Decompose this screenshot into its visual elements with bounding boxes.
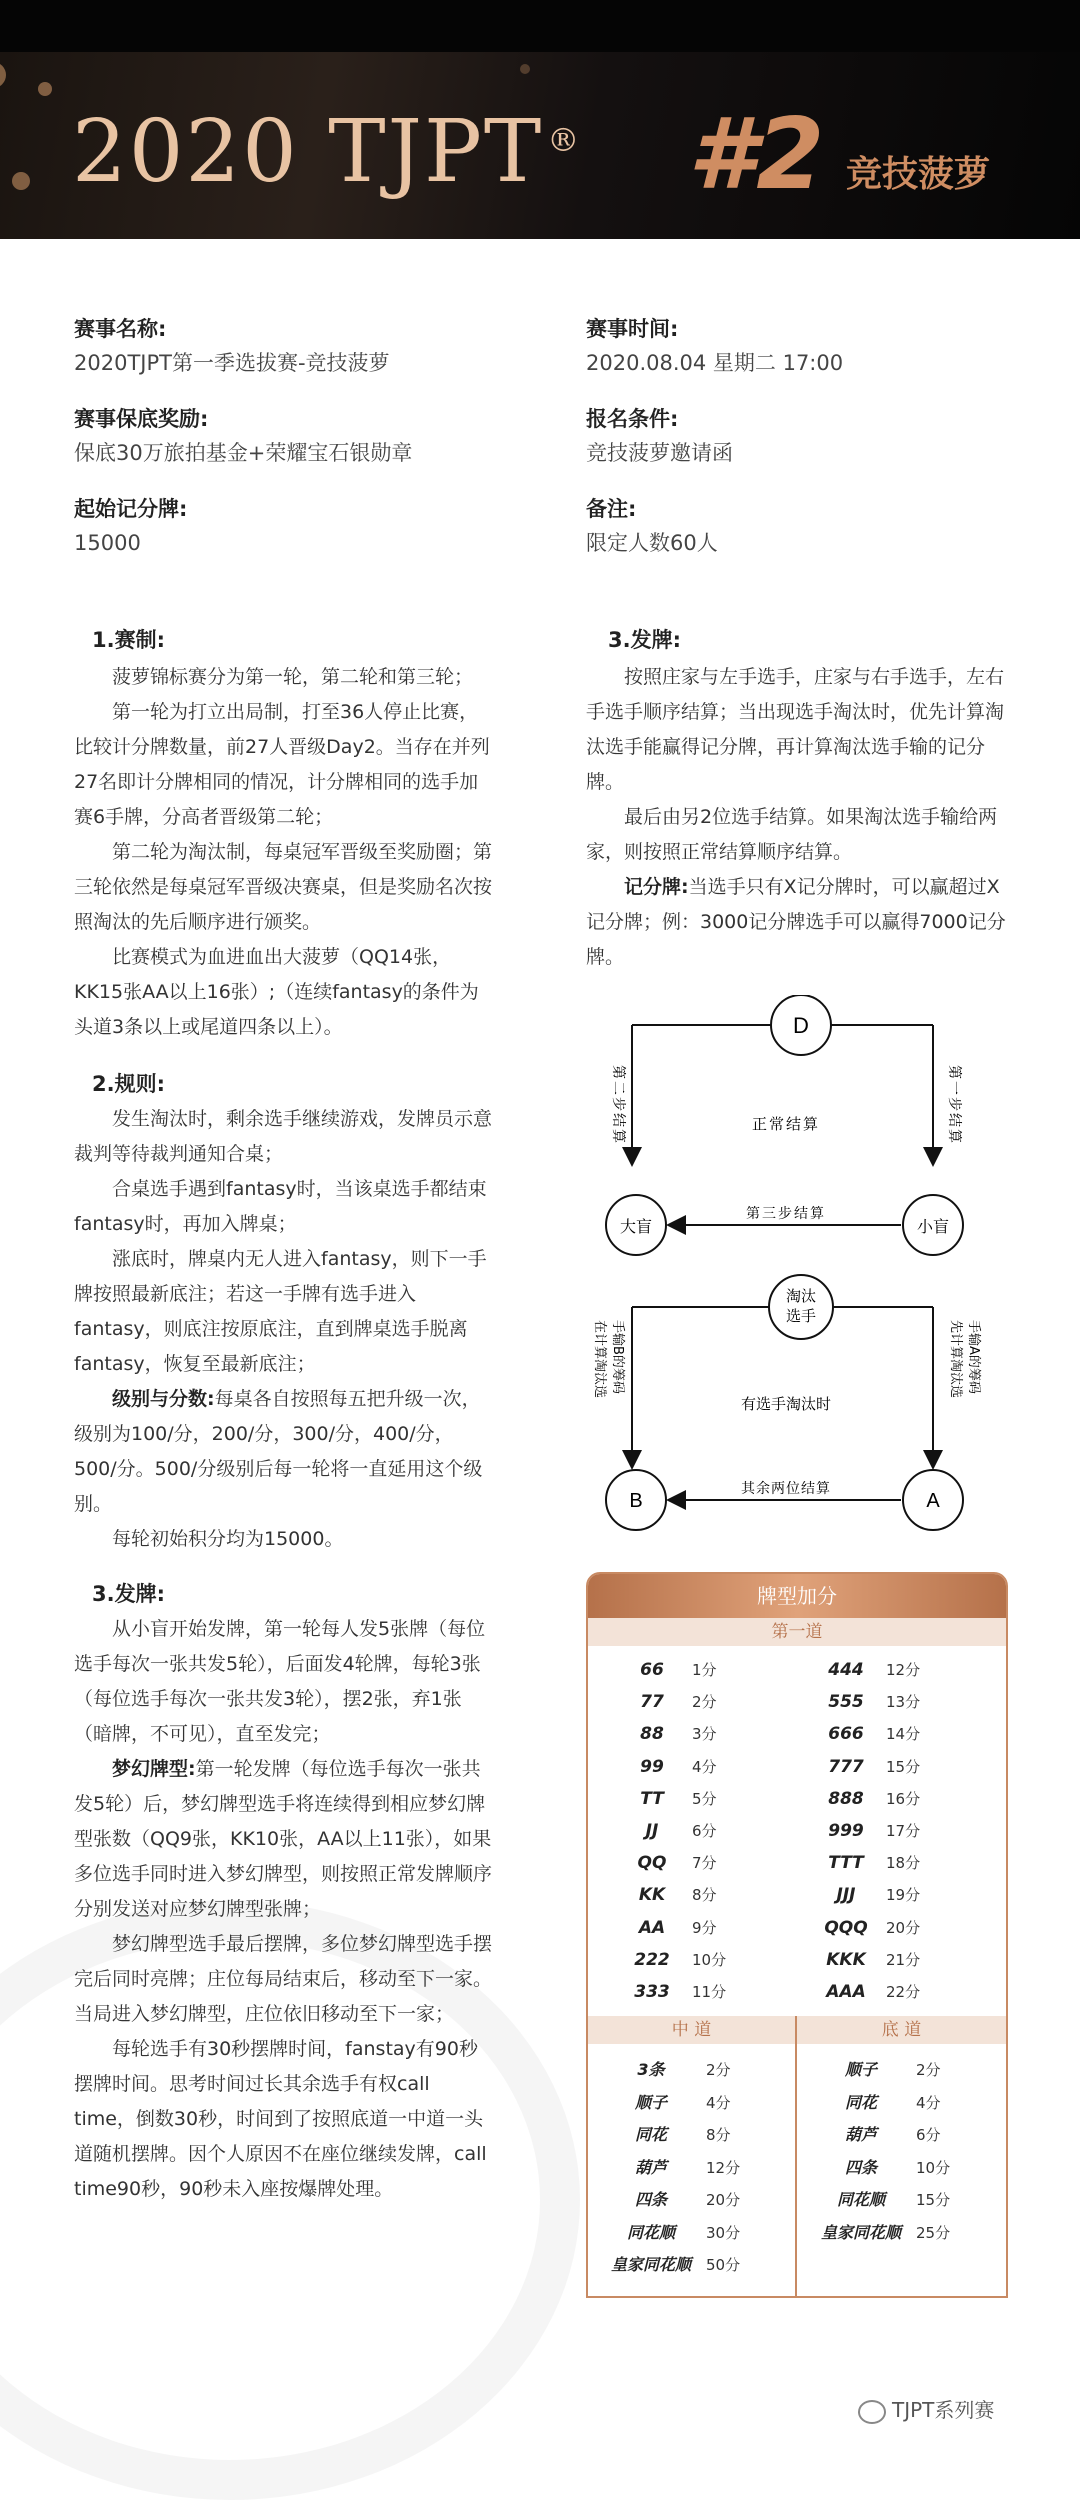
- hand-points: 20分: [706, 2191, 741, 2209]
- hand-name: 皇家同花顺: [820, 2222, 901, 2242]
- hand-points: 7分: [692, 1854, 717, 1873]
- hand-name: 同花顺: [836, 2190, 885, 2209]
- middle-row-item: [596, 2184, 766, 2216]
- info-event-time: 赛事时间: 2020.08.04 星期二 17:00: [586, 317, 844, 375]
- hand-name: JJJ: [836, 1885, 856, 1906]
- hand-name: 同花: [634, 2125, 667, 2144]
- front-row-item: [806, 1783, 946, 1815]
- hand-points: 18分: [886, 1854, 921, 1873]
- hand-name: 3条: [637, 2060, 665, 2079]
- front-row-item: [612, 1815, 752, 1847]
- hand-name: 666: [828, 1724, 864, 1745]
- front-row-item: [806, 1718, 946, 1750]
- hand-name: 555: [828, 1692, 864, 1713]
- hand-points: 4分: [692, 1757, 717, 1776]
- node-d-label: D: [793, 1013, 809, 1038]
- hand-name: JJ: [645, 1821, 659, 1841]
- hand-points: 13分: [886, 1693, 921, 1712]
- hand-points: 12分: [706, 2158, 741, 2177]
- section-settle-body: 按照庄家与左手选手，庄家与右手选手，左右手选手顺序结算；当出现选手淘汰时，优先计算淘汰选手能赢得记分牌，再计算淘汰选手输的记分牌。 最后由另2位选手结算。如果淘汰选手输给两家，则按照正常结算顺序结算。 记分牌:当选手只有X记分牌时，可以赢超过X记分牌；例：3000记分牌选手可以赢得7000记分牌。: [586, 666, 1006, 968]
- hand-points: 30分: [706, 2223, 741, 2242]
- hand-points: 1分: [692, 1661, 717, 1679]
- elimination-label: 有选手淘汰时: [740, 1395, 832, 1413]
- step2-label: 第二步结算: [610, 1065, 626, 1145]
- back-row-item: [806, 2184, 976, 2216]
- hand-points: 16分: [886, 1789, 921, 1808]
- front-row-item: [806, 1912, 946, 1944]
- node-b-label: B: [629, 1490, 643, 1512]
- section-heading-settle: 3.发牌:: [608, 628, 681, 652]
- hand-name: 88: [640, 1724, 664, 1745]
- section-heading-deal: 3.发牌:: [92, 1582, 165, 1606]
- hand-name: 四条: [634, 2190, 667, 2209]
- hand-name: QQ: [637, 1853, 667, 1874]
- node-a-label: A: [926, 1490, 940, 1512]
- front-row-item: [806, 1944, 946, 1976]
- hand-name: 777: [828, 1756, 864, 1777]
- front-row-item: [806, 1751, 946, 1783]
- section-deal-body: 从小盲开始发牌，第一轮每人发5张牌（每位选手每次一张共发5轮），后面发4轮牌，每轮3张（每位选手每次一张共发3轮），摆2张，弃1张（暗牌，不可见），直至发完； 梦幻牌型:第一轮发牌（每位选手每次一张共发5轮）后，梦幻牌型选手将连续得到相应梦幻牌型张数（QQ9张，KK10张，AA以上11张），如果多位选手同时进入梦幻牌型，则按照正常发牌顺序分别发送对应梦幻牌型张牌； 梦幻牌型选手最后摆牌，多位梦幻牌型选手摆完后同时亮牌；庄位每局结束后，移动至下一家。当局进入梦幻牌型，庄位依旧移动至下一家； 每轮选手有30秒摆牌时间，fanstay有90秒摆牌时间。思考时间过长其余选手有权call time，倒数30秒，时间到了按照底道一中道一头道随机摆牌。因个人原因不在座位继续发牌，call time90秒，90秒未入座按爆牌处理。: [74, 1618, 493, 2200]
- front-row-item: [806, 1879, 946, 1911]
- hand-name: KKK: [826, 1949, 866, 1970]
- hand-name: 同花: [844, 2092, 877, 2112]
- section-heading-rules: 2.规则:: [92, 1072, 165, 1096]
- hand-name: 顺子: [634, 2092, 667, 2112]
- node-bb-label: 大盲: [619, 1217, 653, 1236]
- front-row-item: [612, 1912, 752, 1944]
- left-note-col2: 手输B的筹码: [610, 1320, 625, 1394]
- normal-settlement-diagram: [606, 995, 963, 1255]
- front-row-item: [806, 1847, 946, 1879]
- top-bar: [0, 0, 1080, 52]
- middle-row-header: 中 道: [588, 2016, 795, 2044]
- bokeh-dot: [38, 82, 52, 96]
- right-note-col2: 手输A的筹码: [966, 1320, 981, 1394]
- hand-points: 14分: [886, 1725, 921, 1744]
- hand-name: 同花顺: [626, 2222, 675, 2242]
- hand-name: TTT: [828, 1853, 864, 1874]
- back-row-item: [806, 2152, 976, 2184]
- section-heading-format: 1.赛制:: [92, 628, 165, 652]
- hand-name: 999: [828, 1821, 864, 1841]
- hand-points: 50分: [706, 2256, 741, 2274]
- step1-label: 第一步结算: [946, 1065, 962, 1145]
- hand-name: 888: [828, 1788, 864, 1809]
- bonus-table: [586, 1572, 1008, 2298]
- hand-points: 12分: [886, 1661, 921, 1679]
- front-row-item: [612, 1654, 752, 1686]
- hand-points: 11分: [692, 1983, 727, 2001]
- middle-row-item: [596, 2119, 766, 2151]
- front-row-item: [806, 1976, 946, 2008]
- middle-row-item: [596, 2054, 766, 2086]
- hand-points: 2分: [692, 1693, 717, 1712]
- middle-row-item: [596, 2087, 766, 2119]
- section-rules-body: 发生淘汰时，剩余选手继续游戏，发牌员示意裁判等待裁判通知合桌； 合桌选手遇到fantasy时，当该桌选手都结束fantasy时，再加入牌桌； 涨底时，牌桌内无人进入fantasy，则下一手牌按照最新底注；若这一手牌有选手进入fantasy，则底注按原底注，直到牌桌选手脱离fantasy，恢复至最新底注； 级别与分数:每桌各自按照每五把升级一次，级别为100/分，200/分，300/分，400/分，500/分。500/分级别后每一轮将一直延用这个级别。 每轮初始积分均为15000。: [74, 1108, 493, 1550]
- settlement-diagram: [586, 995, 1004, 1555]
- wechat-icon: [858, 2400, 886, 2424]
- front-row-item: [612, 1686, 752, 1718]
- hand-name: 葫芦: [844, 2125, 877, 2144]
- hand-points: 9分: [692, 1918, 717, 1937]
- hand-name: 四条: [844, 2157, 877, 2177]
- hand-points: 3分: [692, 1725, 717, 1744]
- hand-points: 8分: [692, 1886, 717, 1905]
- step3-label: 第三步结算: [746, 1206, 826, 1222]
- back-row-item: [806, 2119, 976, 2151]
- right-note-col1: 先计算淘汰选: [948, 1320, 963, 1399]
- front-row-item: [806, 1654, 946, 1686]
- hand-points: 19分: [886, 1886, 921, 1905]
- info-guarantee: 赛事保底奖励: 保底30万旅拍基金+荣耀宝石银勋章: [74, 407, 413, 465]
- bokeh-dot: [12, 172, 30, 190]
- node-sb-label: 小盲: [916, 1217, 950, 1236]
- front-row-item: [612, 1718, 752, 1750]
- hand-name: KK: [638, 1885, 666, 1906]
- hand-points: 2分: [916, 2061, 941, 2079]
- hand-name: 333: [634, 1982, 670, 2002]
- hand-points: 22分: [886, 1983, 921, 2001]
- event-subtitle: 竞技菠萝: [846, 154, 991, 195]
- hand-points: 17分: [886, 1822, 921, 1840]
- elimination-settlement-diagram: [592, 1275, 982, 1530]
- front-row-item: [612, 1944, 752, 1976]
- header-banner: [0, 52, 1080, 239]
- hand-points: 10分: [916, 2158, 951, 2177]
- info-starting-stack: 起始记分牌: 15000: [74, 497, 188, 555]
- hand-points: 15分: [886, 1757, 921, 1776]
- hand-points: 25分: [916, 2223, 951, 2242]
- middle-row-item: [596, 2217, 766, 2249]
- hand-points: 10分: [692, 1950, 727, 1969]
- middle-row-item: [596, 2152, 766, 2184]
- front-row-header: 第一道: [588, 1618, 1006, 1646]
- back-row-item: [806, 2217, 976, 2249]
- hand-points: 6分: [692, 1822, 717, 1840]
- bokeh-dot: [520, 64, 530, 74]
- hand-name: AA: [638, 1917, 666, 1938]
- left-note-col1: 在计算淘汰选: [592, 1320, 607, 1399]
- normal-settle-label: 正常结算: [751, 1115, 821, 1133]
- bokeh-dot: [0, 62, 6, 88]
- hand-name: 顺子: [844, 2060, 877, 2079]
- table-divider: [795, 2016, 797, 2296]
- bonus-table-title: 牌型加分: [588, 1574, 1006, 1618]
- hand-points: 4分: [706, 2093, 731, 2112]
- hand-points: 6分: [916, 2126, 941, 2144]
- hand-points: 8分: [706, 2126, 731, 2144]
- front-row-item: [612, 1847, 752, 1879]
- back-row-header: 底 道: [797, 2016, 1006, 2044]
- banner-title: 2020 TJPT ®: [72, 102, 582, 202]
- front-row-item: [612, 1976, 752, 2008]
- hand-name: 葫芦: [634, 2157, 667, 2177]
- front-row-item: [806, 1815, 946, 1847]
- hand-name: QQQ: [824, 1917, 868, 1938]
- back-row-item: [806, 2087, 976, 2119]
- info-event-name: 赛事名称: 2020TJPT第一季选拔赛-竞技菠萝: [74, 317, 390, 375]
- hand-points: 4分: [916, 2093, 941, 2112]
- hand-name: 77: [640, 1692, 664, 1713]
- event-number: #2: [688, 98, 825, 212]
- back-row-item: [806, 2054, 976, 2086]
- front-row-item: [612, 1751, 752, 1783]
- hand-points: 21分: [886, 1950, 921, 1969]
- hand-points: 2分: [706, 2061, 731, 2079]
- node-out-label-1: 淘汰: [785, 1287, 817, 1305]
- hand-name: 222: [634, 1949, 670, 1970]
- info-entry: 报名条件: 竞技菠萝邀请函: [586, 407, 733, 465]
- footer-brand: TJPT系列赛: [858, 2394, 994, 2424]
- front-row-item: [806, 1686, 946, 1718]
- front-row-item: [612, 1783, 752, 1815]
- hand-name: 66: [640, 1660, 664, 1680]
- section-format-body: 菠萝锦标赛分为第一轮，第二轮和第三轮； 第一轮为打立出局制，打至36人停止比赛，比较计分牌数量，前27人晋级Day2。当存在并列27名即计分牌相同的情况，计分牌相同的选手加赛6手牌，分高者晋级第二轮； 第二轮为淘汰制，每桌冠军晋级至奖励圈；第三轮依然是每桌冠军晋级决赛桌，但是奖励名次按照淘汰的先后顺序进行颁奖。 比赛模式为血进血出大菠萝（QQ14张，KK15张AA以上16张）;（连续fantasy的条件为头道3条以上或尾道四条以上）。: [74, 666, 493, 1038]
- others-settle-label: 其余两位结算: [741, 1481, 831, 1497]
- hand-name: AAA: [826, 1982, 866, 2002]
- hand-points: 15分: [916, 2191, 951, 2209]
- hand-name: 99: [640, 1756, 664, 1777]
- hand-name: 皇家同花顺: [610, 2255, 691, 2274]
- hand-name: 444: [828, 1660, 864, 1680]
- front-row-item: [612, 1879, 752, 1911]
- hand-points: 20分: [886, 1918, 921, 1937]
- middle-row-item: [596, 2249, 766, 2281]
- node-out-label-2: 选手: [785, 1307, 817, 1325]
- hand-points: 5分: [692, 1789, 717, 1808]
- info-note: 备注: 限定人数60人: [586, 497, 718, 555]
- hand-name: TT: [640, 1788, 664, 1809]
